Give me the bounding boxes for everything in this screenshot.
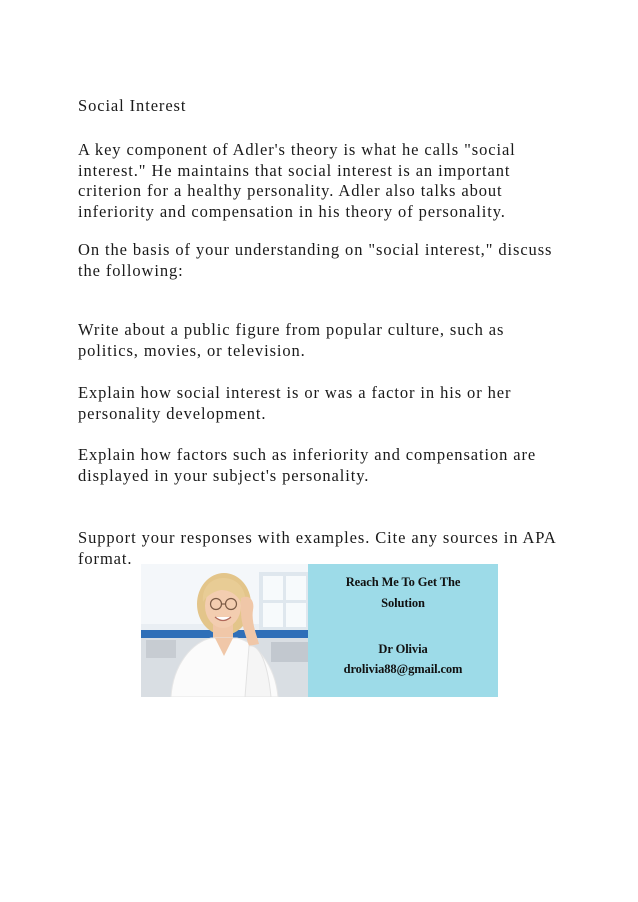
contact-banner [141, 564, 498, 697]
person-photo [141, 564, 308, 697]
banner-headline-line1: Reach Me To Get The [345, 575, 461, 589]
banner-headline-line2: Solution [381, 596, 425, 610]
contact-email[interactable]: drolivia88@gmail.com [343, 662, 463, 676]
paragraph-task-social-interest: Explain how social interest is or was a factor in his or her personality development. [78, 383, 512, 423]
paragraph-support-note: Support your responses with examples. Cite any sources in APA format. [78, 528, 556, 568]
contact-name: Dr Olivia [378, 642, 428, 656]
paragraph-instructions: On the basis of your understanding on "social interest," discuss the following: [78, 240, 553, 280]
document-title: Social Interest [78, 96, 187, 115]
paragraph-intro: A key component of Adler's theory is what he calls "social interest." He maintains that social interest is an important criterion for a healthy personality. Adler also talks about inferiority and compensation in his theory of personality. [78, 140, 516, 221]
paragraph-task-inferiority: Explain how factors such as inferiority and compensation are displayed in your subject's personality. [78, 445, 537, 485]
paragraph-task-public-figure: Write about a public figure from popular culture, such as politics, movies, or television. [78, 320, 505, 360]
contact-info-panel [308, 564, 498, 697]
